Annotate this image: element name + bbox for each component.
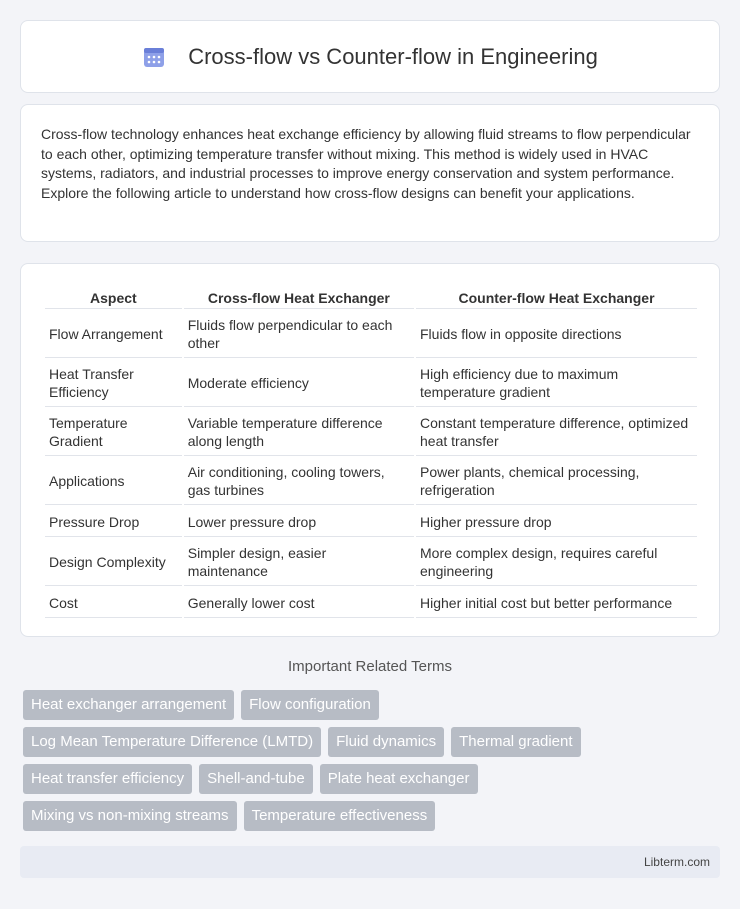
related-term-tag[interactable]: Flow configuration: [241, 690, 379, 720]
header-card: [20, 20, 720, 93]
table-cell: More complex design, requires careful engineering: [416, 539, 697, 586]
table-header: Counter-flow Heat Exchanger: [416, 286, 697, 309]
table-header: Aspect: [45, 286, 182, 309]
table-cell: Temperature Gradient: [45, 409, 182, 456]
table-cell: Power plants, chemical processing, refrigeration: [416, 458, 697, 505]
table-row: [45, 539, 697, 586]
table-cell: Applications: [45, 458, 182, 505]
comparison-card: [20, 263, 720, 637]
related-term-tag[interactable]: Shell-and-tube: [199, 764, 313, 794]
table-row: [45, 360, 697, 407]
table-cell: Flow Arrangement: [45, 311, 182, 358]
related-term-tag[interactable]: Heat exchanger arrangement: [23, 690, 234, 720]
table-header-row: [45, 286, 697, 309]
table-cell: Constant temperature difference, optimized heat transfer: [416, 409, 697, 456]
related-term-tag[interactable]: Temperature effectiveness: [244, 801, 436, 831]
related-terms-title: Important Related Terms: [288, 658, 452, 675]
table-cell: Higher pressure drop: [416, 507, 697, 537]
table-cell: Pressure Drop: [45, 507, 182, 537]
table-cell: Air conditioning, cooling towers, gas turbines: [184, 458, 414, 505]
table-row: [45, 409, 697, 456]
table-cell: Lower pressure drop: [184, 507, 414, 537]
related-terms-list: [23, 690, 723, 838]
page-title: Cross-flow vs Counter-flow in Engineering: [188, 43, 598, 69]
table-cell: Higher initial cost but better performance: [416, 588, 697, 618]
intro-card: [20, 104, 720, 242]
table-row: [45, 311, 697, 358]
table-cell: Generally lower cost: [184, 588, 414, 618]
calendar-grid-icon: [142, 45, 166, 69]
related-term-tag[interactable]: Thermal gradient: [451, 727, 580, 757]
table-cell: Design Complexity: [45, 539, 182, 586]
comparison-table: [43, 284, 699, 620]
table-row: [45, 588, 697, 618]
table-cell: Cost: [45, 588, 182, 618]
table-row: [45, 507, 697, 537]
table-cell: Heat Transfer Efficiency: [45, 360, 182, 407]
related-term-tag[interactable]: Log Mean Temperature Difference (LMTD): [23, 727, 321, 757]
table-header: Cross-flow Heat Exchanger: [184, 286, 414, 309]
related-term-tag[interactable]: Fluid dynamics: [328, 727, 444, 757]
table-cell: Variable temperature difference along length: [184, 409, 414, 456]
related-term-tag[interactable]: Heat transfer efficiency: [23, 764, 192, 794]
table-cell: Fluids flow perpendicular to each other: [184, 311, 414, 358]
table-cell: Fluids flow in opposite directions: [416, 311, 697, 358]
related-term-tag[interactable]: Plate heat exchanger: [320, 764, 478, 794]
footer: [20, 846, 720, 878]
table-cell: High efficiency due to maximum temperature gradient: [416, 360, 697, 407]
footer-link[interactable]: Libterm.com: [643, 855, 710, 869]
table-cell: Moderate efficiency: [184, 360, 414, 407]
intro-text: Cross-flow technology enhances heat exchange efficiency by allowing fluid streams to flow perpendicular to each other, optimizing temperature transfer without mixing. This method is widely used in HVAC systems, radiators, and industrial processes to improve energy conservation and system performance. Explore the following article to understand how cross-flow designs can benefit your applications.: [41, 126, 691, 201]
related-term-tag[interactable]: Mixing vs non-mixing streams: [23, 801, 237, 831]
table-row: [45, 458, 697, 505]
table-cell: Simpler design, easier maintenance: [184, 539, 414, 586]
